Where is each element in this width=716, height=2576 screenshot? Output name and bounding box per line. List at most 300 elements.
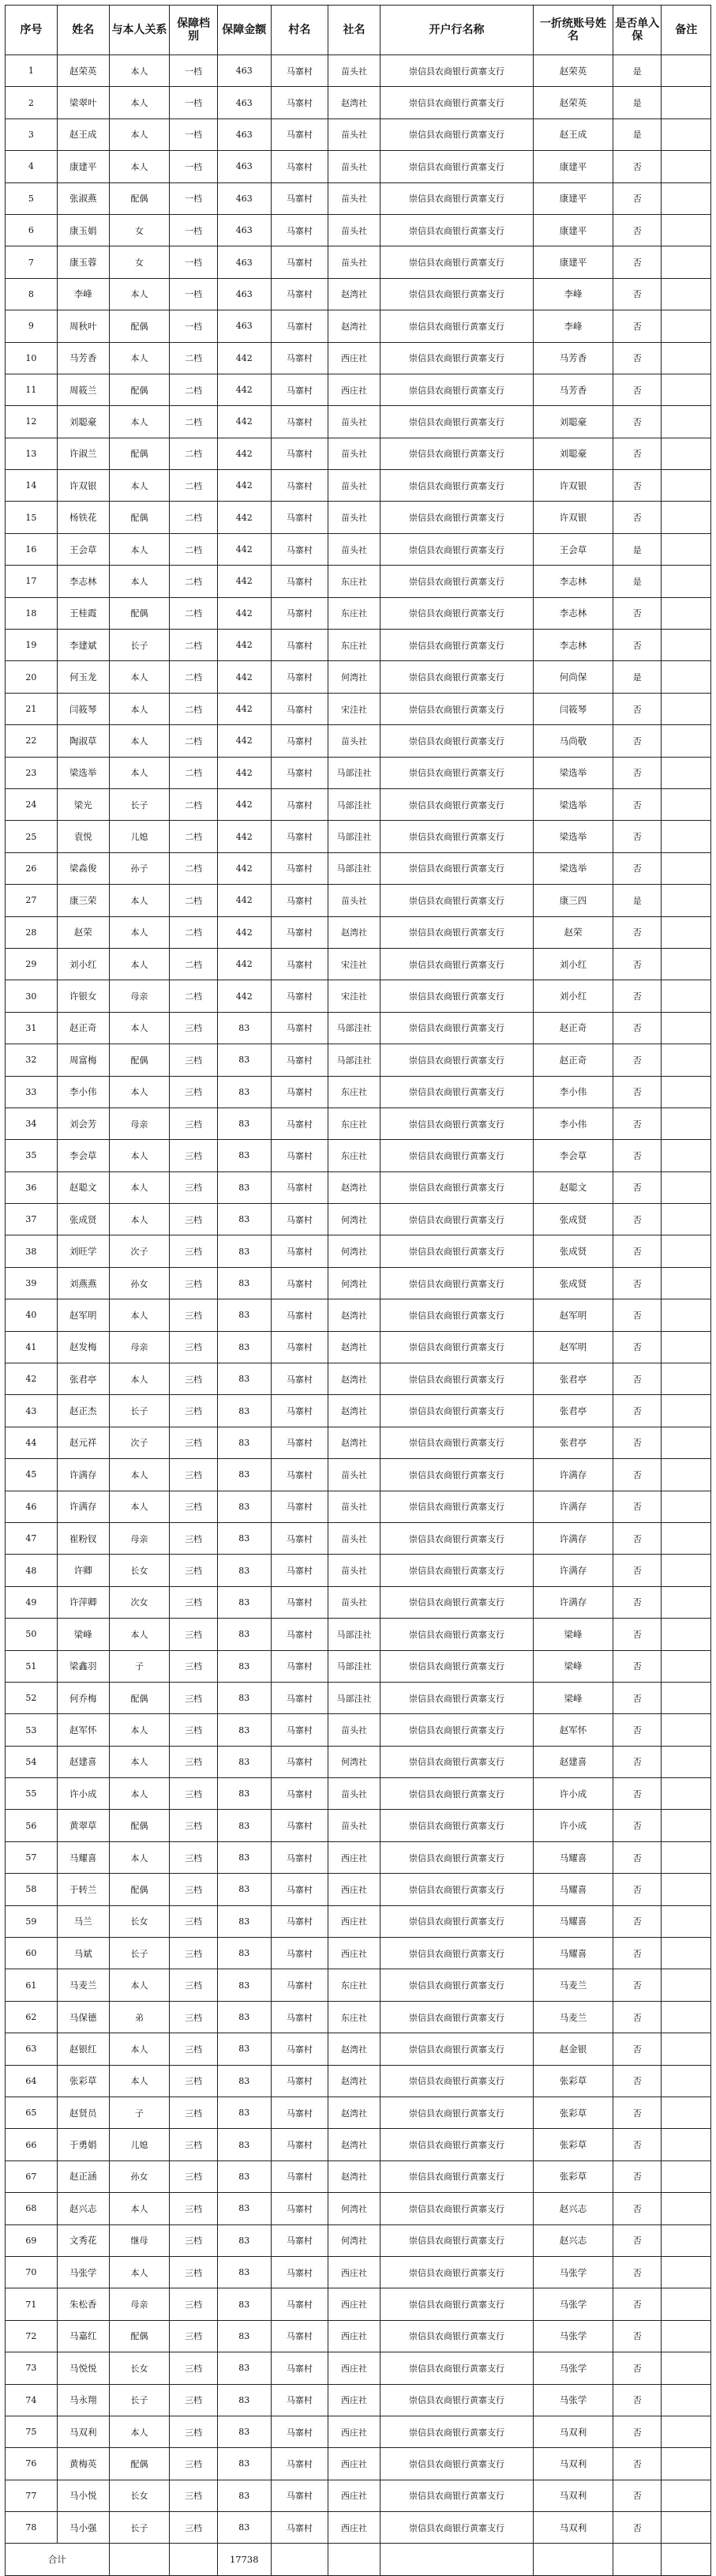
cell-single-insured: 否 [613, 1459, 662, 1491]
cell-name: 马芳香 [57, 342, 109, 374]
table-row [6, 885, 711, 916]
cell-village: 马寨村 [271, 2512, 328, 2544]
cell-name: 刘旺学 [57, 1235, 109, 1267]
cell-community: 东庄社 [328, 1076, 380, 1107]
cell-tier: 二档 [170, 661, 217, 693]
cell-community: 西庄社 [328, 342, 380, 374]
cell-village: 马寨村 [271, 1140, 328, 1171]
table-row [6, 1235, 711, 1267]
cell-account-holder: 康三四 [534, 885, 613, 916]
cell-village: 马寨村 [271, 246, 328, 278]
cell-village: 马寨村 [271, 1235, 328, 1267]
cell-single-insured: 否 [613, 597, 662, 629]
cell-remarks [662, 661, 711, 693]
cell-serial: 73 [6, 2352, 58, 2384]
cell-account-holder: 许小成 [534, 1778, 613, 1810]
cell-remarks [662, 1874, 711, 1905]
cell-serial: 66 [6, 2129, 58, 2160]
cell-account-holder: 许满存 [534, 1555, 613, 1586]
cell-remarks [662, 1619, 711, 1650]
cell-account-holder: 梁选举 [534, 821, 613, 852]
cell-bank: 崇信县农商银行黄寨支行 [380, 788, 533, 820]
cell-bank: 崇信县农商银行黄寨支行 [380, 885, 533, 916]
table-row [6, 1905, 711, 1937]
cell-amount: 463 [217, 246, 271, 278]
cell-tier: 三档 [170, 2097, 217, 2129]
cell-amount: 442 [217, 661, 271, 693]
cell-amount: 83 [217, 2224, 271, 2256]
cell-bank: 崇信县农商银行黄寨支行 [380, 1204, 533, 1235]
cell-village: 马寨村 [271, 1746, 328, 1777]
cell-village: 马寨村 [271, 916, 328, 948]
cell-relation: 本人 [109, 55, 170, 87]
cell-remarks [662, 1427, 711, 1458]
cell-account-holder: 马耀喜 [534, 1905, 613, 1937]
table-header [6, 6, 711, 55]
cell-bank: 崇信县农商银行黄寨支行 [380, 916, 533, 948]
cell-single-insured: 否 [613, 980, 662, 1012]
cell-amount: 83 [217, 1076, 271, 1107]
cell-community: 西庄社 [328, 2416, 380, 2447]
table-row [6, 533, 711, 565]
cell-remarks [662, 1682, 711, 1713]
cell-bank: 崇信县农商银行黄寨支行 [380, 2448, 533, 2480]
cell-single-insured: 否 [613, 1905, 662, 1937]
cell-amount: 442 [217, 533, 271, 565]
table-row [6, 1586, 711, 1618]
cell-tier: 二档 [170, 852, 217, 884]
table-row [6, 2065, 711, 2097]
cell-bank: 崇信县农商银行黄寨支行 [380, 1619, 533, 1650]
cell-village: 马寨村 [271, 1171, 328, 1203]
cell-account-holder: 赵聪文 [534, 1171, 613, 1203]
cell-account-holder: 赵荣英 [534, 55, 613, 87]
cell-relation: 长子 [109, 2512, 170, 2544]
cell-village: 马寨村 [271, 2033, 328, 2065]
cell-serial: 1 [6, 55, 58, 87]
cell-community: 赵湾社 [328, 1427, 380, 1458]
cell-remarks [662, 214, 711, 246]
cell-amount: 83 [217, 1459, 271, 1491]
cell-remarks [662, 118, 711, 150]
cell-account-holder: 康建平 [534, 246, 613, 278]
cell-single-insured: 否 [613, 2065, 662, 2097]
cell-community: 苗头社 [328, 1491, 380, 1522]
cell-name: 许萍卿 [57, 1586, 109, 1618]
cell-serial: 53 [6, 1714, 58, 1746]
cell-remarks [662, 980, 711, 1012]
cell-serial: 78 [6, 2512, 58, 2544]
cell-bank: 崇信县农商银行黄寨支行 [380, 1874, 533, 1905]
table-row [6, 2480, 711, 2511]
cell-relation: 母亲 [109, 2288, 170, 2320]
cell-serial: 16 [6, 533, 58, 565]
cell-relation: 配偶 [109, 438, 170, 469]
cell-bank: 崇信县农商银行黄寨支行 [380, 1810, 533, 1841]
cell-single-insured: 否 [613, 1363, 662, 1395]
cell-village: 马寨村 [271, 2288, 328, 2320]
cell-name: 康玉娟 [57, 214, 109, 246]
cell-account-holder: 赵正奇 [534, 1012, 613, 1044]
cell-remarks [662, 55, 711, 87]
header-village: 村名 [271, 6, 328, 55]
cell-relation: 长女 [109, 1555, 170, 1586]
table-row [6, 470, 711, 502]
cell-single-insured: 否 [613, 1682, 662, 1713]
cell-serial: 65 [6, 2097, 58, 2129]
cell-serial: 36 [6, 1171, 58, 1203]
cell-tier: 三档 [170, 1682, 217, 1713]
cell-name: 赵元祥 [57, 1427, 109, 1458]
cell-relation: 长子 [109, 2384, 170, 2416]
cell-serial: 42 [6, 1363, 58, 1395]
cell-amount: 83 [217, 2288, 271, 2320]
cell-remarks [662, 1905, 711, 1937]
cell-tier: 二档 [170, 374, 217, 405]
cell-relation: 继母 [109, 2224, 170, 2256]
cell-amount: 83 [217, 1682, 271, 1713]
cell-serial: 30 [6, 980, 58, 1012]
cell-name: 陶淑草 [57, 725, 109, 757]
table-row [6, 246, 711, 278]
cell-bank: 崇信县农商银行黄寨支行 [380, 1235, 533, 1267]
cell-single-insured: 否 [613, 2448, 662, 2480]
cell-serial: 17 [6, 566, 58, 597]
cell-serial: 33 [6, 1076, 58, 1107]
cell-single-insured: 否 [613, 1714, 662, 1746]
cell-village: 马寨村 [271, 55, 328, 87]
cell-name: 许满存 [57, 1491, 109, 1522]
cell-remarks [662, 1044, 711, 1076]
cell-account-holder: 刘聪豪 [534, 406, 613, 438]
cell-serial: 72 [6, 2320, 58, 2352]
cell-community: 苗头社 [328, 214, 380, 246]
cell-remarks [662, 2256, 711, 2288]
cell-relation: 本人 [109, 1714, 170, 1746]
cell-amount: 83 [217, 1746, 271, 1777]
cell-name: 马小强 [57, 2512, 109, 2544]
cell-serial: 2 [6, 87, 58, 118]
cell-village: 马寨村 [271, 214, 328, 246]
cell-serial: 60 [6, 1938, 58, 1969]
cell-relation: 本人 [109, 1459, 170, 1491]
cell-tier: 二档 [170, 470, 217, 502]
allowance-roster-table [5, 5, 711, 2576]
cell-relation: 长子 [109, 630, 170, 661]
cell-single-insured: 否 [613, 1778, 662, 1810]
cell-amount: 83 [217, 1299, 271, 1331]
cell-community: 赵湾社 [328, 2129, 380, 2160]
cell-community: 马部洼社 [328, 852, 380, 884]
cell-community: 苗头社 [328, 118, 380, 150]
cell-bank: 崇信县农商银行黄寨支行 [380, 1746, 533, 1777]
cell-bank: 崇信县农商银行黄寨支行 [380, 406, 533, 438]
cell-name: 崔粉钗 [57, 1522, 109, 1554]
cell-tier: 三档 [170, 1427, 217, 1458]
cell-amount: 442 [217, 470, 271, 502]
cell-tier: 二档 [170, 788, 217, 820]
cell-remarks [662, 2480, 711, 2511]
cell-amount: 442 [217, 566, 271, 597]
cell-amount: 83 [217, 1938, 271, 1969]
cell-community: 赵湾社 [328, 916, 380, 948]
cell-community: 宋洼社 [328, 948, 380, 980]
total-empty-cell [109, 2544, 170, 2575]
cell-village: 马寨村 [271, 1682, 328, 1713]
cell-relation: 配偶 [109, 374, 170, 405]
cell-village: 马寨村 [271, 948, 328, 980]
cell-single-insured: 否 [613, 1204, 662, 1235]
cell-remarks [662, 566, 711, 597]
cell-relation: 本人 [109, 757, 170, 788]
table-row [6, 2160, 711, 2192]
cell-bank: 崇信县农商银行黄寨支行 [380, 2512, 533, 2544]
cell-remarks [662, 1299, 711, 1331]
cell-serial: 7 [6, 246, 58, 278]
cell-serial: 58 [6, 1874, 58, 1905]
cell-relation: 子 [109, 1650, 170, 1682]
cell-single-insured: 否 [613, 821, 662, 852]
cell-serial: 25 [6, 821, 58, 852]
cell-single-insured: 否 [613, 310, 662, 342]
table-row [6, 1650, 711, 1682]
table-row [6, 2129, 711, 2160]
cell-village: 马寨村 [271, 788, 328, 820]
cell-village: 马寨村 [271, 182, 328, 214]
cell-community: 何湾社 [328, 1267, 380, 1299]
table-row [6, 1841, 711, 1873]
cell-account-holder: 刘小红 [534, 980, 613, 1012]
cell-serial: 4 [6, 151, 58, 182]
cell-community: 东庄社 [328, 630, 380, 661]
cell-village: 马寨村 [271, 1204, 328, 1235]
cell-relation: 本人 [109, 1299, 170, 1331]
cell-community: 苗头社 [328, 725, 380, 757]
cell-tier: 一档 [170, 87, 217, 118]
cell-account-holder: 康建平 [534, 151, 613, 182]
cell-name: 许卿 [57, 1555, 109, 1586]
cell-relation: 本人 [109, 342, 170, 374]
cell-serial: 77 [6, 2480, 58, 2511]
cell-single-insured: 否 [613, 2352, 662, 2384]
cell-account-holder: 梁选举 [534, 852, 613, 884]
cell-serial: 11 [6, 374, 58, 405]
cell-name: 周秋叶 [57, 310, 109, 342]
cell-remarks [662, 470, 711, 502]
cell-single-insured: 否 [613, 278, 662, 310]
cell-amount: 463 [217, 87, 271, 118]
cell-amount: 83 [217, 2160, 271, 2192]
cell-village: 马寨村 [271, 1810, 328, 1841]
cell-village: 马寨村 [271, 1427, 328, 1458]
cell-community: 西庄社 [328, 374, 380, 405]
cell-community: 苗头社 [328, 438, 380, 469]
cell-serial: 56 [6, 1810, 58, 1841]
cell-tier: 一档 [170, 214, 217, 246]
cell-amount: 442 [217, 406, 271, 438]
cell-community: 苗头社 [328, 182, 380, 214]
cell-tier: 三档 [170, 1874, 217, 1905]
cell-name: 马麦兰 [57, 1969, 109, 2001]
cell-tier: 三档 [170, 1395, 217, 1427]
cell-name: 赵王成 [57, 118, 109, 150]
cell-amount: 83 [217, 1555, 271, 1586]
cell-account-holder: 梁峰 [534, 1650, 613, 1682]
cell-community: 东庄社 [328, 2001, 380, 2033]
table-row [6, 1619, 711, 1650]
cell-bank: 崇信县农商银行黄寨支行 [380, 2480, 533, 2511]
cell-bank: 崇信县农商银行黄寨支行 [380, 2416, 533, 2447]
cell-village: 马寨村 [271, 1363, 328, 1395]
cell-relation: 配偶 [109, 182, 170, 214]
cell-remarks [662, 1841, 711, 1873]
cell-amount: 442 [217, 342, 271, 374]
cell-account-holder: 马麦兰 [534, 1969, 613, 2001]
cell-amount: 83 [217, 1841, 271, 1873]
cell-account-holder: 许双银 [534, 470, 613, 502]
table-row [6, 2384, 711, 2416]
cell-relation: 孙子 [109, 852, 170, 884]
cell-bank: 崇信县农商银行黄寨支行 [380, 246, 533, 278]
cell-community: 西庄社 [328, 2480, 380, 2511]
cell-name: 何玉龙 [57, 661, 109, 693]
cell-account-holder: 马张学 [534, 2288, 613, 2320]
cell-bank: 崇信县农商银行黄寨支行 [380, 1938, 533, 1969]
cell-amount: 442 [217, 885, 271, 916]
cell-single-insured: 否 [613, 2256, 662, 2288]
table-row [6, 2097, 711, 2129]
cell-village: 马寨村 [271, 118, 328, 150]
table-row [6, 1491, 711, 1522]
cell-bank: 崇信县农商银行黄寨支行 [380, 1714, 533, 1746]
table-row [6, 2320, 711, 2352]
cell-amount: 463 [217, 278, 271, 310]
cell-community: 马部洼社 [328, 1682, 380, 1713]
cell-relation: 孙女 [109, 2160, 170, 2192]
cell-community: 苗头社 [328, 1586, 380, 1618]
cell-name: 周富梅 [57, 1044, 109, 1076]
cell-tier: 三档 [170, 1969, 217, 2001]
cell-name: 朱松香 [57, 2288, 109, 2320]
cell-amount: 83 [217, 1522, 271, 1554]
cell-community: 西庄社 [328, 1841, 380, 1873]
cell-serial: 45 [6, 1459, 58, 1491]
cell-community: 苗头社 [328, 533, 380, 565]
cell-single-insured: 否 [613, 630, 662, 661]
table-row [6, 1395, 711, 1427]
cell-relation: 本人 [109, 2256, 170, 2288]
cell-serial: 55 [6, 1778, 58, 1810]
cell-remarks [662, 1331, 711, 1363]
cell-relation: 本人 [109, 87, 170, 118]
cell-serial: 6 [6, 214, 58, 246]
cell-account-holder: 梁峰 [534, 1619, 613, 1650]
cell-bank: 崇信县农商银行黄寨支行 [380, 374, 533, 405]
cell-serial: 63 [6, 2033, 58, 2065]
cell-single-insured: 是 [613, 87, 662, 118]
cell-remarks [662, 2384, 711, 2416]
cell-relation: 本人 [109, 1076, 170, 1107]
cell-single-insured: 否 [613, 2033, 662, 2065]
table-row [6, 151, 711, 182]
cell-single-insured: 否 [613, 757, 662, 788]
cell-single-insured: 否 [613, 2384, 662, 2416]
cell-account-holder: 王会草 [534, 533, 613, 565]
cell-relation: 配偶 [109, 502, 170, 533]
cell-remarks [662, 406, 711, 438]
cell-relation: 配偶 [109, 1874, 170, 1905]
cell-name: 马斌 [57, 1938, 109, 1969]
table-row [6, 310, 711, 342]
cell-relation: 孙女 [109, 1267, 170, 1299]
cell-bank: 崇信县农商银行黄寨支行 [380, 725, 533, 757]
cell-bank: 崇信县农商银行黄寨支行 [380, 1427, 533, 1458]
cell-amount: 442 [217, 438, 271, 469]
cell-relation: 本人 [109, 566, 170, 597]
cell-account-holder: 刘小红 [534, 948, 613, 980]
cell-community: 西庄社 [328, 2256, 380, 2288]
cell-relation: 本人 [109, 1012, 170, 1044]
cell-tier: 三档 [170, 2033, 217, 2065]
cell-amount: 83 [217, 1044, 271, 1076]
cell-relation: 女 [109, 246, 170, 278]
cell-amount: 463 [217, 151, 271, 182]
table-row [6, 1810, 711, 1841]
header-account-holder: 一折统账号姓名 [534, 6, 613, 55]
cell-serial: 46 [6, 1491, 58, 1522]
cell-bank: 崇信县农商银行黄寨支行 [380, 214, 533, 246]
cell-name: 康建平 [57, 151, 109, 182]
cell-village: 马寨村 [271, 661, 328, 693]
cell-serial: 21 [6, 693, 58, 724]
table-row [6, 725, 711, 757]
cell-account-holder: 马双利 [534, 2480, 613, 2511]
cell-serial: 48 [6, 1555, 58, 1586]
cell-bank: 崇信县农商银行黄寨支行 [380, 821, 533, 852]
cell-name: 赵军明 [57, 1299, 109, 1331]
cell-village: 马寨村 [271, 1491, 328, 1522]
cell-bank: 崇信县农商银行黄寨支行 [380, 2352, 533, 2384]
cell-serial: 15 [6, 502, 58, 533]
cell-village: 马寨村 [271, 566, 328, 597]
table-row [6, 948, 711, 980]
cell-relation: 配偶 [109, 2320, 170, 2352]
cell-bank: 崇信县农商银行黄寨支行 [380, 1076, 533, 1107]
cell-name: 赵聪文 [57, 1171, 109, 1203]
cell-single-insured: 是 [613, 533, 662, 565]
cell-account-holder: 张君亭 [534, 1427, 613, 1458]
cell-remarks [662, 1459, 711, 1491]
cell-bank: 崇信县农商银行黄寨支行 [380, 1331, 533, 1363]
cell-amount: 83 [217, 2129, 271, 2160]
table-row [6, 1107, 711, 1139]
cell-relation: 本人 [109, 693, 170, 724]
cell-bank: 崇信县农商银行黄寨支行 [380, 533, 533, 565]
cell-single-insured: 否 [613, 2224, 662, 2256]
cell-account-holder: 张君亭 [534, 1395, 613, 1427]
cell-tier: 三档 [170, 1204, 217, 1235]
table-row [6, 1778, 711, 1810]
cell-name: 王桂霞 [57, 597, 109, 629]
table-row [6, 2193, 711, 2224]
cell-account-holder: 张成贤 [534, 1204, 613, 1235]
cell-tier: 二档 [170, 885, 217, 916]
cell-bank: 崇信县农商银行黄寨支行 [380, 502, 533, 533]
cell-remarks [662, 1204, 711, 1235]
cell-serial: 31 [6, 1012, 58, 1044]
cell-community: 苗头社 [328, 1555, 380, 1586]
cell-village: 马寨村 [271, 406, 328, 438]
